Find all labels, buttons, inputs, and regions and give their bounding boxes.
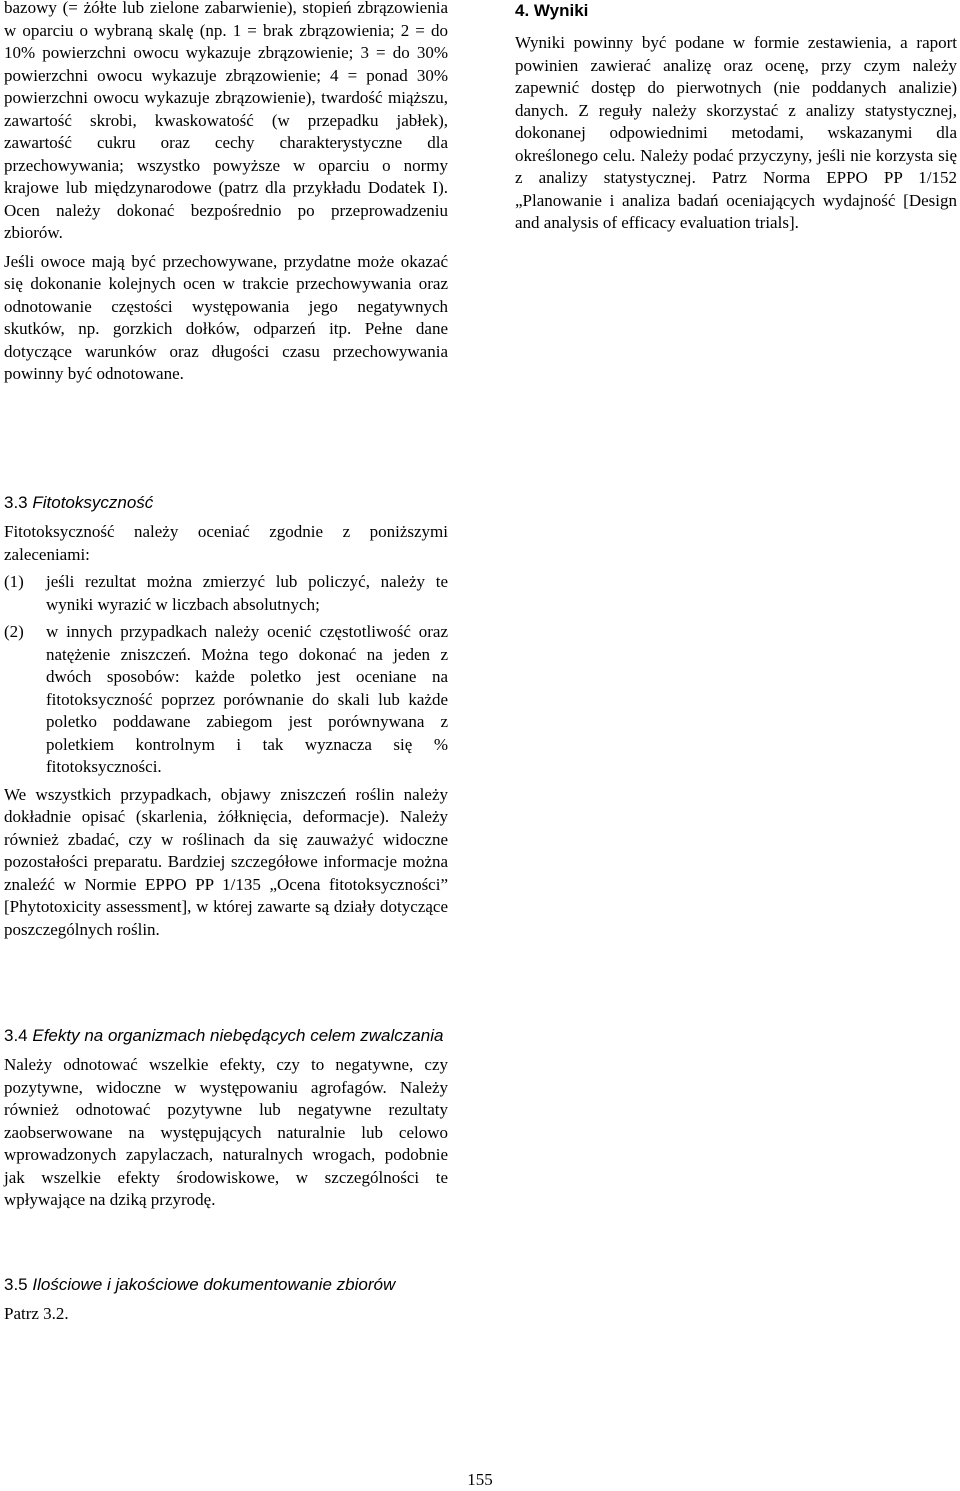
list-item-number: (1) xyxy=(4,572,24,591)
list-item-number: (2) xyxy=(4,622,24,641)
paragraph-storage: Jeśli owoce mają być przechowywane, przydatne może okazać się dokonanie kolejnych ocen w trakcie przechowywania oraz odnotowanie częstości występowania jego negatywnych skutków, np. gorzkich dołków, odparzeń itp. Pełne dane dotyczące warunków oraz długości czasu przechowywania powinny być odnotowane. xyxy=(4,251,448,383)
section-3-3 xyxy=(4,492,448,941)
section-number: 3.3 xyxy=(4,493,28,512)
section-number: 3.5 xyxy=(4,1275,28,1294)
list-item-text: w innych przypadkach należy ocenić częstotliwość oraz natężenie zniszczeń. Można tego dokonać na jeden z dwóch sposobów: każde poletko jest oceniane na fitotoksyczność poprzez porównanie do skali lub każde poletko poddawane zabiegom jest porównywana z poletkiem kontrolnym i tak wyznacza się % fitotoksyczności. xyxy=(46,622,448,776)
section-title: Efekty na organizmach niebędących celem zwalczania xyxy=(32,1026,444,1045)
section-3-5-paragraph: Patrz 3.2. xyxy=(4,1304,69,1323)
list-item xyxy=(4,621,448,779)
section-title: Fitotoksyczność xyxy=(32,493,154,512)
list-item xyxy=(4,571,448,616)
section-4-paragraph: Wyniki powinny być podane w formie zestawienia, a raport powinien zawierać analizę oraz ocenę, przy czym należy zapewnić dostęp do pierwotnych (nie poddanych analizie) danych. Z reguły należy skorzystać z analizy statystycznej, dokonanej odpowiednimi metodami, wskazanymi dla określonego celu. Należy podać przyczyny, jeśli nie korzysta się z analizy statystycznej. Patrz Norma EPPO PP 1/152 „Planowanie i analiza badań oceniających wydajność [Design and analysis of efficacy evaluation trials]. xyxy=(515,33,957,232)
section-title: Ilościowe i jakościowe dokumentowanie zbiorów xyxy=(32,1275,396,1294)
section-3-3-paragraph: We wszystkich przypadkach, objawy zniszczeń roślin należy dokładnie opisać (skarlenia, żółknięcia, deformacje). Należy również zbadać, czy w roślinach da się zauważyć widoczne pozostałości preparatu. Bardziej szczegółowe informacje można znaleźć w Normie EPPO PP 1/135 „Ocena fitotoksyczności” [Phytotoxicity assessment], w której zawarte są działy dotyczące poszczególnych roślin. xyxy=(4,784,448,939)
right-column xyxy=(515,0,957,235)
section-3-3-heading xyxy=(4,492,448,514)
section-3-5 xyxy=(4,1274,448,1326)
paragraph-fruit-assessment: bazowy (= żółte lub zielone zabarwienie), stopień zbrązowienia w oparciu o wybraną skalę (np. 1 = brak zbrązowienia; 2 = do 10% powierzchni owocu wykazuje zbrązowienie; 3 = do 30% powierzchni owocu wykazuje zbrązowienie; 4 = ponad 30% powierzchni owocu wykazuje zbrązowienie), twardość miąższu, zawartość skrobi, kwaskowatość (w przepadku jabłek), zawartość cukru oraz cechy charakterystyczne dla przechowywania; wszystko powyższe w oparciu o normy krajowe lub międzynarodowe (patrz dla przykładu Dodatek I). Ocen należy dokonać bezpośrednio po przeprowadzeniu zbiorów. xyxy=(4,0,448,242)
list-item-text: jeśli rezultat można zmierzyć lub policzyć, należy te wyniki wyrazić w liczbach absolutnych; xyxy=(46,572,448,614)
section-number: 3.4 xyxy=(4,1026,28,1045)
section-4-heading: 4. Wyniki xyxy=(515,1,589,20)
section-3-5-heading xyxy=(4,1274,448,1296)
section-3-4-paragraph: Należy odnotować wszelkie efekty, czy to negatywne, czy pozytywne, widoczne w występowaniu agrofagów. Należy również odnotować pozytywne lub negatywne rezultaty zaobserwowane na występujących naturalnie lub celowo wprowadzonych zapylaczach, naturalnych wrogach, podobnie jak wszelkie efekty środowiskowe, w szczególności te wpływające na dziką przyrodę. xyxy=(4,1055,448,1209)
left-column-continuation xyxy=(4,0,448,386)
page-number: 155 xyxy=(467,1470,493,1489)
section-3-3-intro: Fitotoksyczność należy oceniać zgodnie z poniższymi zaleceniami: xyxy=(4,522,448,564)
section-3-4 xyxy=(4,1025,448,1212)
section-3-4-heading xyxy=(4,1025,448,1047)
